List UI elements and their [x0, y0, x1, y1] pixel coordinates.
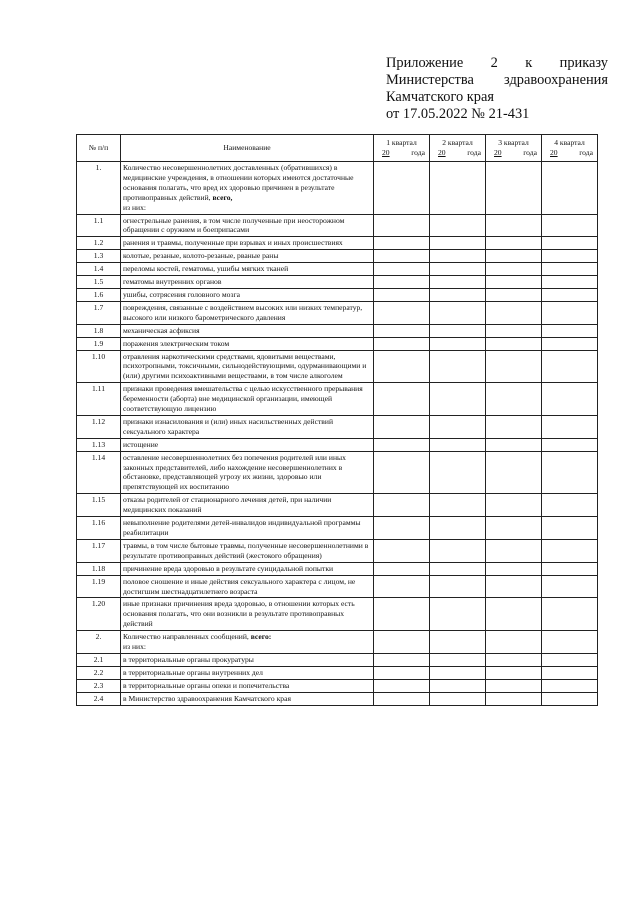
column-header-number: № п/п	[77, 135, 121, 162]
table-row	[77, 250, 598, 263]
table-row	[77, 301, 598, 324]
row-name	[121, 162, 374, 215]
row-name	[121, 666, 374, 679]
row-name	[121, 383, 374, 416]
row-number: 1.16	[77, 517, 121, 540]
table-row	[77, 451, 598, 494]
row-name-text: Количество несовершеннолетних доставленных (обратившихся) в медицинские учреждения, в отношении которых имеются достаточные основания полагать, что вред их здоровью причинен в результате противоправных действий,	[123, 163, 354, 202]
value-cell-quarter-3[interactable]	[486, 562, 542, 575]
value-cell-quarter-4[interactable]	[542, 276, 598, 289]
value-cell-quarter-4[interactable]	[542, 350, 598, 383]
row-name-text: травмы, в том числе бытовые травмы, полученные несовершеннолетними в результате противоправных действий (жестокого обращения)	[123, 540, 369, 560]
row-number: 1.2	[77, 237, 121, 250]
header-line-3: Камчатского края	[386, 89, 494, 105]
value-cell-quarter-2[interactable]	[430, 276, 486, 289]
row-number: 1.9	[77, 337, 121, 350]
table-row	[77, 438, 598, 451]
row-name	[121, 692, 374, 705]
value-cell-quarter-3[interactable]	[486, 337, 542, 350]
row-name	[121, 438, 374, 451]
value-cell-quarter-4[interactable]	[542, 337, 598, 350]
value-cell-quarter-1[interactable]	[374, 162, 430, 215]
value-cell-quarter-3[interactable]	[486, 250, 542, 263]
row-name	[121, 301, 374, 324]
value-cell-quarter-4[interactable]	[542, 598, 598, 631]
value-cell-quarter-2[interactable]	[430, 301, 486, 324]
value-cell-quarter-1[interactable]	[374, 250, 430, 263]
row-name-text: в территориальные органы прокуратуры	[123, 654, 254, 664]
value-cell-quarter-4[interactable]	[542, 575, 598, 598]
value-cell-quarter-4[interactable]	[542, 288, 598, 301]
row-name-text: механическая асфиксия	[123, 325, 200, 335]
value-cell-quarter-4[interactable]	[542, 692, 598, 705]
row-name	[121, 539, 374, 562]
row-number: 1.15	[77, 494, 121, 517]
column-header-quarter-1: 1 квартал 20 года	[374, 135, 430, 162]
value-cell-quarter-4[interactable]	[542, 415, 598, 438]
row-name	[121, 679, 374, 692]
table-row	[77, 350, 598, 383]
row-name	[121, 562, 374, 575]
value-cell-quarter-1[interactable]	[374, 383, 430, 416]
value-cell-quarter-3[interactable]	[486, 301, 542, 324]
value-cell-quarter-1[interactable]	[374, 562, 430, 575]
row-name-text: отказы родителей от стационарного лечения детей, при наличии медицинских показаний	[123, 495, 332, 515]
value-cell-quarter-1[interactable]	[374, 517, 430, 540]
value-cell-quarter-4[interactable]	[542, 451, 598, 494]
value-cell-quarter-2[interactable]	[430, 415, 486, 438]
row-name-total: всего:	[250, 632, 272, 642]
value-cell-quarter-4[interactable]	[542, 263, 598, 276]
row-number: 1.7	[77, 301, 121, 324]
value-cell-quarter-2[interactable]	[430, 631, 486, 654]
row-name	[121, 598, 374, 631]
row-name	[121, 324, 374, 337]
value-cell-quarter-3[interactable]	[486, 631, 542, 654]
table-body	[77, 162, 598, 706]
report-table	[76, 134, 598, 706]
value-cell-quarter-2[interactable]	[430, 692, 486, 705]
row-name-text: отравления наркотическими средствами, ядовитыми веществами, психотропными, токсичными, сильнодействующими, одурманивающими и (или) другими психоактивными веществами, в том числе алкоголем	[123, 351, 367, 381]
value-cell-quarter-2[interactable]	[430, 562, 486, 575]
row-name	[121, 415, 374, 438]
value-cell-quarter-4[interactable]	[542, 631, 598, 654]
value-cell-quarter-3[interactable]	[486, 653, 542, 666]
value-cell-quarter-2[interactable]	[430, 214, 486, 237]
row-name	[121, 350, 374, 383]
row-name	[121, 653, 374, 666]
value-cell-quarter-4[interactable]	[542, 679, 598, 692]
value-cell-quarter-4[interactable]	[542, 539, 598, 562]
row-name-text: иные признаки причинения вреда здоровью, в отношении которых есть основания полагать, что они возникли в результате противоправных действий	[123, 599, 355, 629]
value-cell-quarter-2[interactable]	[430, 250, 486, 263]
value-cell-quarter-2[interactable]	[430, 653, 486, 666]
value-cell-quarter-1[interactable]	[374, 301, 430, 324]
row-number: 1.1	[77, 214, 121, 237]
value-cell-quarter-1[interactable]	[374, 263, 430, 276]
value-cell-quarter-3[interactable]	[486, 692, 542, 705]
row-name-text: причинение вреда здоровью в результате суицидальной попытки	[123, 563, 334, 573]
value-cell-quarter-3[interactable]	[486, 415, 542, 438]
value-cell-quarter-3[interactable]	[486, 263, 542, 276]
table-row	[77, 562, 598, 575]
row-name-text: повреждения, связанные с воздействием высоких или низких температур, высокого или низкого барометрического давления	[123, 302, 363, 322]
table-row	[77, 383, 598, 416]
row-name-text: Количество направленных сообщений,	[123, 632, 249, 642]
row-number: 1.6	[77, 288, 121, 301]
value-cell-quarter-2[interactable]	[430, 679, 486, 692]
row-name-text: ушибы, сотрясения головного мозга	[123, 289, 240, 299]
row-name-text: половое сношение и иные действия сексуального характера с лицом, не достигшим шестнадцатилетнего возраста	[123, 576, 356, 596]
value-cell-quarter-2[interactable]	[430, 451, 486, 494]
value-cell-quarter-1[interactable]	[374, 288, 430, 301]
value-cell-quarter-1[interactable]	[374, 679, 430, 692]
value-cell-quarter-2[interactable]	[430, 350, 486, 383]
row-name-text: в Министерство здравоохранения Камчатского края	[123, 693, 291, 703]
row-name-subheading: из них:	[123, 642, 146, 652]
table-row	[77, 288, 598, 301]
value-cell-quarter-1[interactable]	[374, 631, 430, 654]
value-cell-quarter-3[interactable]	[486, 451, 542, 494]
row-number: 1.14	[77, 451, 121, 494]
value-cell-quarter-3[interactable]	[486, 324, 542, 337]
header-line-1: Приложение 2 к приказу	[386, 55, 608, 71]
row-name-text: невыполнение родителями детей-инвалидов индивидуальной программы реабилитации	[123, 518, 361, 537]
table-row	[77, 214, 598, 237]
value-cell-quarter-4[interactable]	[542, 324, 598, 337]
value-cell-quarter-2[interactable]	[430, 237, 486, 250]
value-cell-quarter-3[interactable]	[486, 494, 542, 517]
row-number: 1.	[77, 162, 121, 215]
row-name	[121, 451, 374, 494]
row-name-text: оставление несовершеннолетних без попечения родителей или иных законных представителей, либо нахождение несовершеннолетних в обстановке, представляющей угрозу их жизни, здоровью или препятствующей их воспитанию	[123, 452, 346, 492]
value-cell-quarter-2[interactable]	[430, 666, 486, 679]
value-cell-quarter-2[interactable]	[430, 337, 486, 350]
value-cell-quarter-1[interactable]	[374, 692, 430, 705]
value-cell-quarter-2[interactable]	[430, 539, 486, 562]
value-cell-quarter-3[interactable]	[486, 276, 542, 289]
row-name-text: переломы костей, гематомы, ушибы мягких тканей	[123, 264, 289, 274]
value-cell-quarter-3[interactable]	[486, 350, 542, 383]
value-cell-quarter-4[interactable]	[542, 383, 598, 416]
value-cell-quarter-1[interactable]	[374, 666, 430, 679]
row-number: 1.10	[77, 350, 121, 383]
table-row	[77, 539, 598, 562]
row-name	[121, 288, 374, 301]
table-row	[77, 575, 598, 598]
row-name-text: признаки проведения вмешательства с целью искусственного прерывания беременности (аборта) вне медицинской организации, имеющей соответствующую лицензию	[123, 384, 363, 414]
value-cell-quarter-2[interactable]	[430, 288, 486, 301]
value-cell-quarter-3[interactable]	[486, 438, 542, 451]
row-name-text: гематомы внутренних органов	[123, 277, 222, 287]
row-name-text: в территориальные органы внутренних дел	[123, 667, 263, 677]
row-number: 1.20	[77, 598, 121, 631]
value-cell-quarter-4[interactable]	[542, 237, 598, 250]
value-cell-quarter-4[interactable]	[542, 438, 598, 451]
value-cell-quarter-3[interactable]	[486, 666, 542, 679]
table-row	[77, 494, 598, 517]
value-cell-quarter-1[interactable]	[374, 324, 430, 337]
value-cell-quarter-3[interactable]	[486, 539, 542, 562]
value-cell-quarter-1[interactable]	[374, 337, 430, 350]
value-cell-quarter-4[interactable]	[542, 666, 598, 679]
value-cell-quarter-2[interactable]	[430, 517, 486, 540]
row-number: 1.4	[77, 263, 121, 276]
value-cell-quarter-2[interactable]	[430, 494, 486, 517]
row-number: 1.3	[77, 250, 121, 263]
row-number: 2.2	[77, 666, 121, 679]
value-cell-quarter-1[interactable]	[374, 276, 430, 289]
value-cell-quarter-1[interactable]	[374, 350, 430, 383]
row-name	[121, 276, 374, 289]
value-cell-quarter-3[interactable]	[486, 679, 542, 692]
row-number: 1.18	[77, 562, 121, 575]
value-cell-quarter-2[interactable]	[430, 438, 486, 451]
row-name	[121, 237, 374, 250]
value-cell-quarter-3[interactable]	[486, 288, 542, 301]
row-name	[121, 337, 374, 350]
value-cell-quarter-1[interactable]	[374, 653, 430, 666]
row-name-text: истощение	[123, 439, 159, 449]
value-cell-quarter-2[interactable]	[430, 575, 486, 598]
value-cell-quarter-3[interactable]	[486, 162, 542, 215]
column-header-quarter-4: 4 квартал 20 года	[542, 135, 598, 162]
value-cell-quarter-1[interactable]	[374, 598, 430, 631]
value-cell-quarter-4[interactable]	[542, 494, 598, 517]
row-name-text: колотые, резаные, колото-резаные, рваные раны	[123, 251, 279, 261]
value-cell-quarter-1[interactable]	[374, 575, 430, 598]
row-name	[121, 214, 374, 237]
value-cell-quarter-3[interactable]	[486, 598, 542, 631]
value-cell-quarter-2[interactable]	[430, 383, 486, 416]
value-cell-quarter-4[interactable]	[542, 214, 598, 237]
row-name-text: в территориальные органы опеки и попечительства	[123, 680, 290, 690]
value-cell-quarter-3[interactable]	[486, 237, 542, 250]
row-name-text: поражения электрическим током	[123, 338, 230, 348]
value-cell-quarter-3[interactable]	[486, 575, 542, 598]
value-cell-quarter-2[interactable]	[430, 324, 486, 337]
row-name	[121, 250, 374, 263]
value-cell-quarter-1[interactable]	[374, 539, 430, 562]
table-row	[77, 653, 598, 666]
row-number: 1.11	[77, 383, 121, 416]
table-header-row	[77, 135, 598, 162]
table-row	[77, 692, 598, 705]
table-row	[77, 162, 598, 215]
row-number: 1.13	[77, 438, 121, 451]
row-number: 1.19	[77, 575, 121, 598]
row-name	[121, 263, 374, 276]
row-number: 1.8	[77, 324, 121, 337]
value-cell-quarter-4[interactable]	[542, 562, 598, 575]
table-row	[77, 415, 598, 438]
value-cell-quarter-1[interactable]	[374, 237, 430, 250]
table-row	[77, 337, 598, 350]
value-cell-quarter-3[interactable]	[486, 214, 542, 237]
table-row	[77, 237, 598, 250]
value-cell-quarter-2[interactable]	[430, 162, 486, 215]
table-row	[77, 666, 598, 679]
value-cell-quarter-1[interactable]	[374, 214, 430, 237]
row-number: 2.3	[77, 679, 121, 692]
column-header-name: Наименование	[121, 135, 374, 162]
table-row	[77, 517, 598, 540]
row-name	[121, 494, 374, 517]
value-cell-quarter-4[interactable]	[542, 653, 598, 666]
value-cell-quarter-3[interactable]	[486, 517, 542, 540]
row-name-subheading: из них:	[123, 202, 146, 212]
row-number: 2.4	[77, 692, 121, 705]
value-cell-quarter-1[interactable]	[374, 494, 430, 517]
value-cell-quarter-1[interactable]	[374, 415, 430, 438]
row-number: 2.	[77, 631, 121, 654]
value-cell-quarter-1[interactable]	[374, 451, 430, 494]
row-name-text: признаки изнасилования и (или) иных насильственных действий сексуального характера	[123, 416, 334, 436]
row-name	[121, 631, 374, 654]
row-number: 1.5	[77, 276, 121, 289]
value-cell-quarter-1[interactable]	[374, 438, 430, 451]
table-row	[77, 631, 598, 654]
row-name-text: ранения и травмы, полученные при взрывах и иных происшествиях	[123, 238, 343, 248]
table-row	[77, 679, 598, 692]
order-header	[386, 55, 608, 123]
row-name	[121, 575, 374, 598]
column-header-quarter-2: 2 квартал 20 года	[430, 135, 486, 162]
row-name-total: всего,	[212, 192, 233, 202]
value-cell-quarter-4[interactable]	[542, 517, 598, 540]
table-row	[77, 276, 598, 289]
value-cell-quarter-4[interactable]	[542, 162, 598, 215]
row-number: 2.1	[77, 653, 121, 666]
table-row	[77, 598, 598, 631]
row-name-text: огнестрельные ранения, в том числе полученные при неосторожном обращении с оружием и боеприпасами	[123, 215, 345, 235]
row-name	[121, 517, 374, 540]
value-cell-quarter-4[interactable]	[542, 301, 598, 324]
value-cell-quarter-3[interactable]	[486, 383, 542, 416]
row-number: 1.12	[77, 415, 121, 438]
row-number: 1.17	[77, 539, 121, 562]
table-row	[77, 263, 598, 276]
table-row	[77, 324, 598, 337]
header-line-2: Министерства здравоохранения	[386, 72, 608, 88]
value-cell-quarter-4[interactable]	[542, 250, 598, 263]
value-cell-quarter-2[interactable]	[430, 263, 486, 276]
value-cell-quarter-2[interactable]	[430, 598, 486, 631]
header-line-4: от 17.05.2022 № 21-431	[386, 106, 530, 122]
column-header-quarter-3: 3 квартал 20 года	[486, 135, 542, 162]
